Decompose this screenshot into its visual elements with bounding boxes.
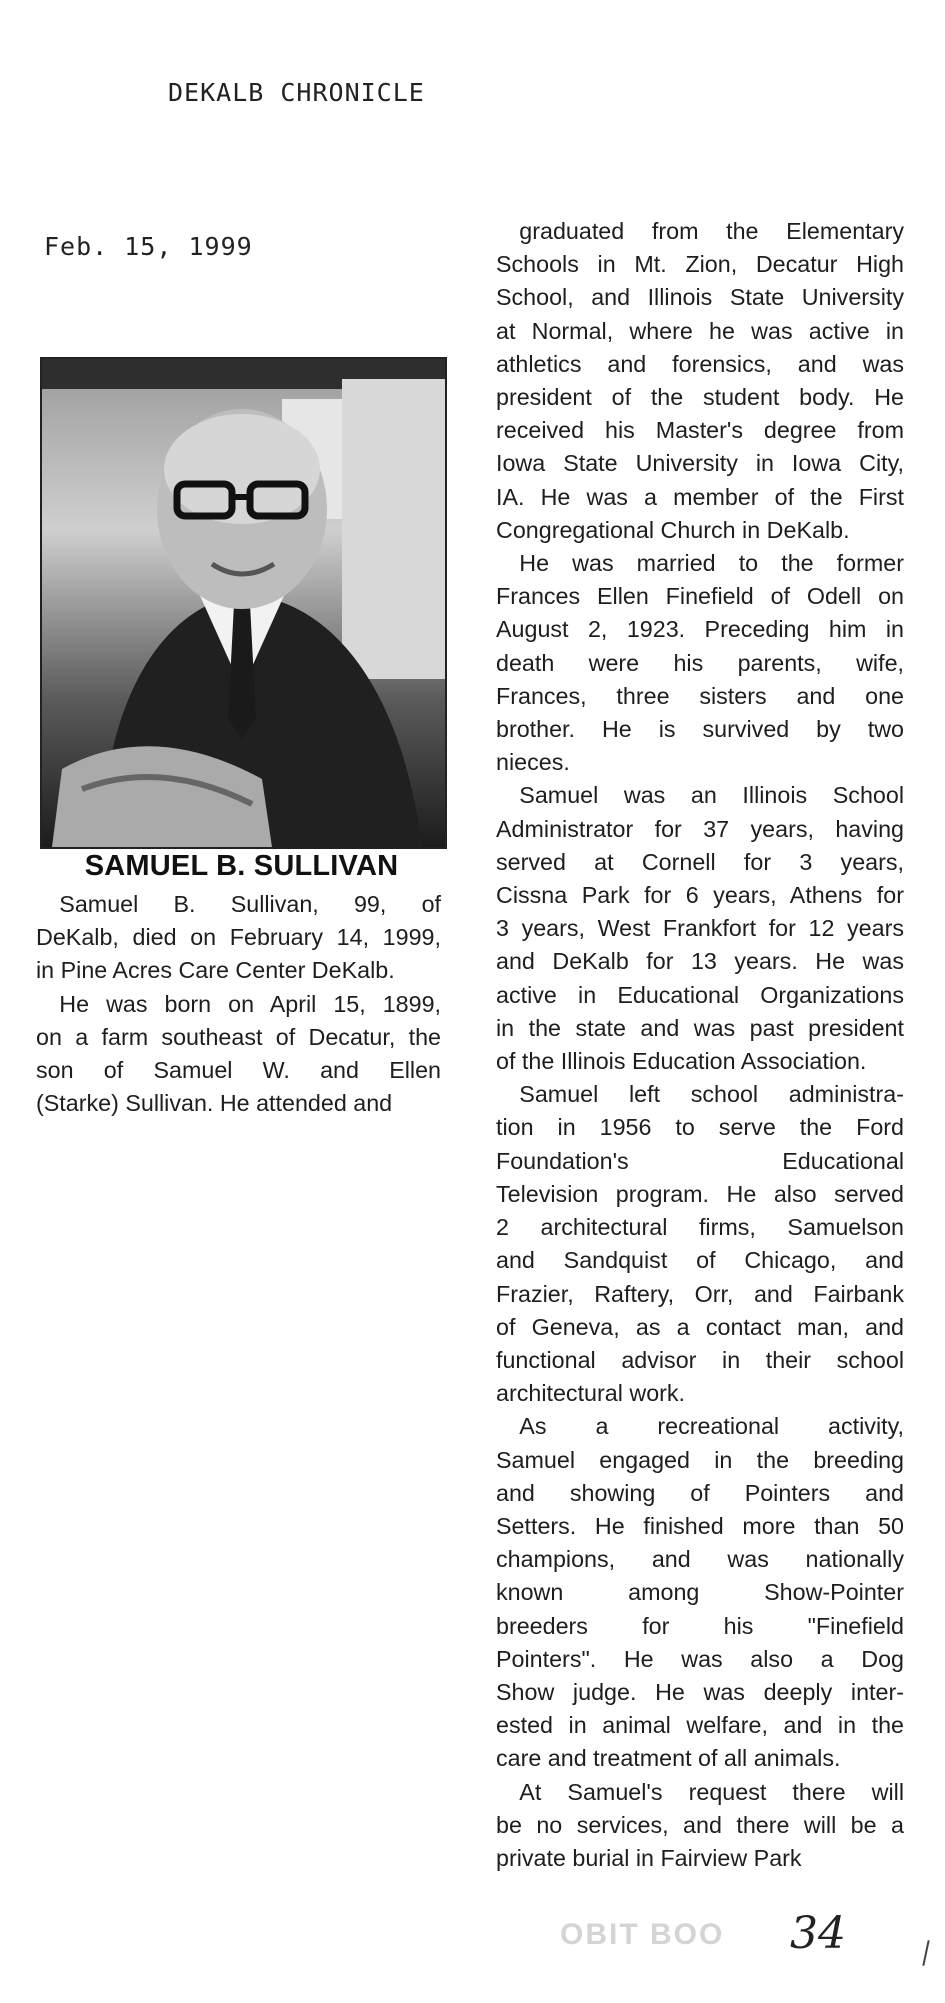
text-line: private burial in Fairview Park [496,1844,802,1871]
text-line: athletics and forensics, and was [496,350,904,377]
text-line: in Pine Acres Care Center DeKalb. [36,957,395,984]
obit-book-stamp: OBIT BOO [560,1918,725,1951]
right-column [496,215,904,1875]
publication-date: Feb. 15, 1999 [44,232,253,261]
text-line: ested in animal welfare, and in the [496,1712,904,1739]
text-line: brother. He is survived by two [496,716,904,743]
text-line: Setters. He finished more than 50 [496,1512,904,1539]
text-line: nieces. [496,749,570,776]
publication-name: DEKALB CHRONICLE [168,78,425,107]
text-line: and DeKalb for 13 years. He was [496,948,904,975]
text-line: Samuel was an Illinois School [496,782,904,809]
text-line: Frances, three sisters and one [496,682,904,709]
text-line: At Samuel's request there will [496,1778,904,1805]
paragraph [496,215,904,547]
text-line: and Sandquist of Chicago, and [496,1247,904,1274]
paragraph [36,988,441,1121]
text-line: He was married to the former [496,550,904,577]
text-line: Administrator for 37 years, having [496,815,904,842]
text-line: Cissna Park for 6 years, Athens for [496,882,904,909]
text-line: breeders for his "Finefield [496,1612,904,1639]
text-line: 3 years, West Frankfort for 12 years [496,915,904,942]
text-line: IA. He was a member of the First [496,483,904,510]
paragraph [496,1410,904,1775]
text-line: He was born on April 15, 1899, [36,990,441,1017]
text-line: Foundation's Educational [496,1147,904,1174]
text-line: and showing of Pointers and [496,1479,904,1506]
text-line: Television program. He also served [496,1180,904,1207]
text-line: received his Master's degree from [496,417,904,444]
text-line: on a farm southeast of Decatur, the [36,1023,441,1050]
text-line: known among Show-Pointer [496,1579,904,1606]
scan-edge-mark [922,1940,929,1966]
text-line: As a recreational activity, [496,1413,904,1440]
text-line: of Geneva, as a contact man, and [496,1313,904,1340]
left-column [36,888,441,1120]
text-line: Frances Ellen Finefield of Odell on [496,583,904,610]
portrait-photo [40,357,447,849]
text-line: in the state and was past president [496,1014,904,1041]
text-line: at Normal, where he was active in [496,317,904,344]
text-line: Samuel engaged in the breeding [496,1446,904,1473]
text-line: Frazier, Raftery, Orr, and Fairbank [496,1280,904,1307]
text-line: son of Samuel W. and Ellen [36,1057,441,1084]
text-line: functional advisor in their school [496,1346,904,1373]
text-line: care and treatment of all animals. [496,1745,841,1772]
paragraph [36,888,441,988]
text-line: Iowa State University in Iowa City, [496,450,904,477]
text-line: Congregational Church in DeKalb. [496,516,850,543]
paragraph [496,1776,904,1876]
text-line: Samuel left school administra- [496,1081,904,1108]
paragraph [496,779,904,1078]
text-line: tion in 1956 to serve the Ford [496,1114,904,1141]
text-line: served at Cornell for 3 years, [496,848,904,875]
text-line: champions, and was nationally [496,1546,904,1573]
text-line: active in Educational Organizations [496,981,904,1008]
obituary-name: SAMUEL B. SULLIVAN [84,850,399,882]
text-line: (Starke) Sullivan. He attended and [36,1090,393,1117]
text-line: 2 architectural firms, Samuelson [496,1214,904,1241]
text-line: DeKalb, died on February 14, 1999, [36,924,441,951]
text-line: August 2, 1923. Preceding him in [496,616,904,643]
text-line: death were his parents, wife, [496,649,904,676]
text-line: architectural work. [496,1380,686,1407]
text-line: be no services, and there will be a [496,1811,904,1838]
text-line: Pointers". He was also a Dog [496,1645,904,1672]
text-line: Show judge. He was deeply inter- [496,1678,904,1705]
text-line: president of the student body. He [496,384,904,411]
paragraph [496,1078,904,1410]
text-line: graduated from the Elementary [496,218,904,244]
paragraph [496,547,904,779]
page-number: 34 [790,1908,846,1959]
text-line: Schools in Mt. Zion, Decatur High [496,251,904,278]
text-line: Samuel B. Sullivan, 99, of [36,891,441,917]
text-line: of the Illinois Education Association. [496,1048,867,1075]
text-line: School, and Illinois State University [496,284,904,311]
